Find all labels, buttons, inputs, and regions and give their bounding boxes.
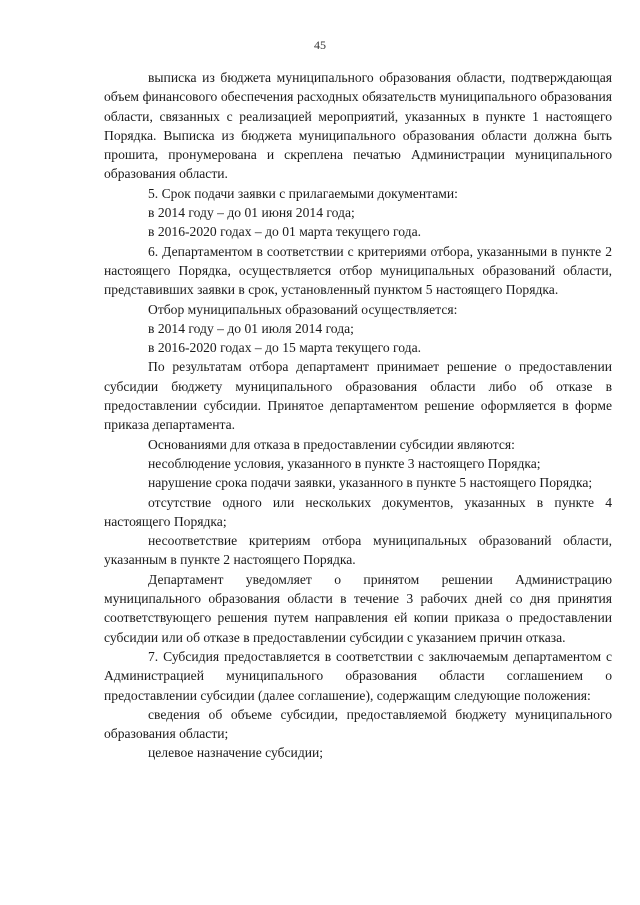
paragraph: целевое назначение субсидии; (148, 745, 324, 761)
paragraph: Отбор муниципальных образований осуществляется: (148, 301, 458, 317)
paragraph: в 2016-2020 годах – до 01 марта текущего года. (148, 224, 422, 240)
paragraph: По результатам отбора департамент принимает решение о предоставлении субсидии бюджету муниципального образования области либо об отказе в предоставлении субсидии. Принятое департаментом решение оформляется в форме приказа департамента. (104, 359, 612, 433)
paragraph: отсутствие одного или нескольких документов, указанных в пункте 4 настоящего Порядка; (104, 494, 612, 529)
paragraph: Департамент уведомляет о принятом решении Администрацию муниципального образования области в течение 3 рабочих дней со дня принятия соответствующего решения путем направления ей копии приказа о предоставлении субсидии или об отказе в предоставлении субсидии с указанием причин отказа. (104, 571, 612, 645)
paragraph: в 2014 году – до 01 июля 2014 года; (148, 320, 354, 336)
paragraph: Основаниями для отказа в предоставлении субсидии являются: (148, 436, 515, 452)
paragraph: 6. Департаментом в соответствии с критериями отбора, указанными в пункте 2 настоящего Порядка, осуществляется отбор муниципальных образований области, представивших заявки в срок, установленный пунктом 5 настоящего Порядка. (104, 243, 612, 298)
paragraph: 7. Субсидия предоставляется в соответствии с заключаемым департаментом с Администрацией муниципального образования области соглашением о предоставлении субсидии (далее соглашение), содержащим следующие положения: (104, 648, 612, 703)
paragraph: сведения об объеме субсидии, предоставляемой бюджету муниципального образования области; (104, 706, 612, 742)
paragraph: в 2014 году – до 01 июня 2014 года; (148, 205, 355, 221)
page-number: 45 (314, 38, 326, 52)
paragraph: выписка из бюджета муниципального образования области, подтверждающая объем финансового обеспечения расходных обязательств муниципального образования области, связанных с реализацией мероприятий, указанных в пункте 1 настоящего Порядка. Выписка из бюджета муниципального образования области должна быть прошита, пронумерована и скреплена печатью Администрации муниципального образования области. (104, 70, 612, 182)
paragraph: нарушение срока подачи заявки, указанного в пункте 5 настоящего Порядка; (148, 475, 593, 491)
document-body (104, 68, 612, 763)
paragraph: несоответствие критериям отбора муниципальных образований области, указанным в пункте 2 настоящего Порядка. (104, 533, 612, 568)
paragraph: в 2016-2020 годах – до 15 марта текущего года. (148, 340, 422, 356)
paragraph: несоблюдение условия, указанного в пункте 3 настоящего Порядка; (148, 455, 541, 471)
paragraph: 5. Срок подачи заявки с прилагаемыми документами: (148, 185, 458, 201)
